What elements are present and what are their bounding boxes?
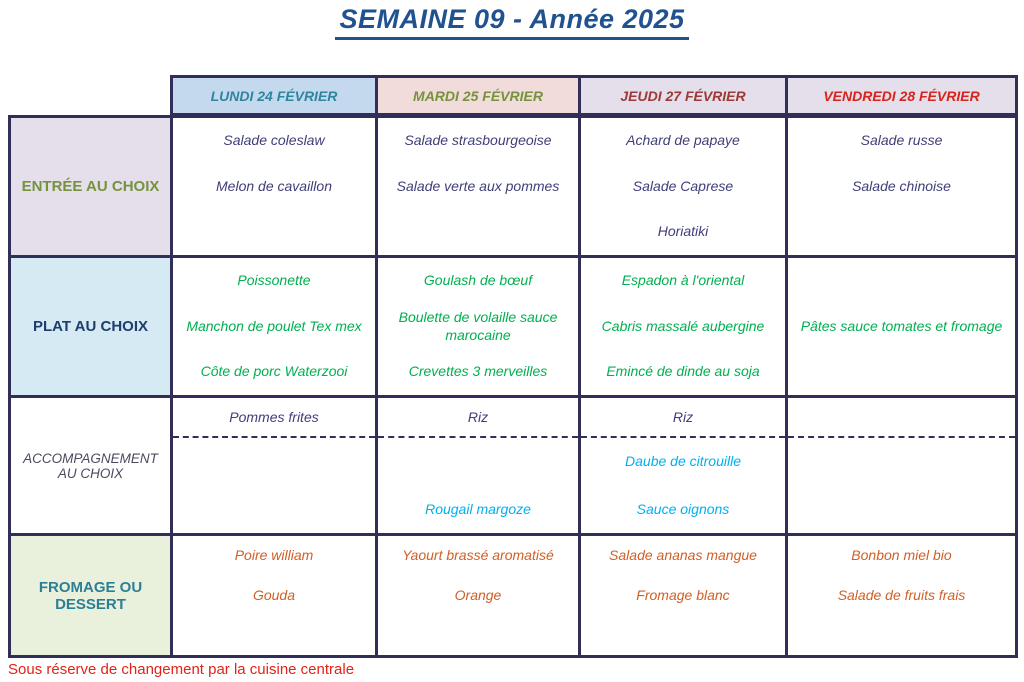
menu-item: Pâtes sauce tomates et fromage <box>800 317 1003 334</box>
menu-item <box>378 209 578 255</box>
menu-item <box>378 438 578 486</box>
menu-item: Melon de cavaillon <box>216 177 332 194</box>
page-title <box>0 4 1024 40</box>
menu-item: Goulash de bœuf <box>423 272 533 289</box>
page-title-text: SEMAINE 09 - Année 2025 <box>335 4 688 40</box>
menu-cell-entree-jeudi <box>578 115 785 255</box>
menu-table <box>8 75 1018 658</box>
menu-item <box>173 486 375 534</box>
menu-cell-plat-jeudi <box>578 255 785 395</box>
menu-cell-dessert-mardi <box>375 533 578 658</box>
menu-item: Sauce oignons <box>636 500 730 517</box>
menu-cell-plat-vendredi <box>785 255 1018 395</box>
menu-cell-dessert-lundi <box>170 533 375 658</box>
menu-item: Côte de porc Waterzooi <box>200 363 348 380</box>
menu-item: Espadon à l'oriental <box>621 272 745 289</box>
menu-cell-accompagnement-jeudi <box>578 395 785 533</box>
menu-item: Crevettes 3 merveilles <box>408 363 548 380</box>
menu-item: Achard de papaye <box>626 132 740 149</box>
col-header-mardi: MARDI 25 FÉVRIER <box>375 75 578 115</box>
menu-cell-accompagnement-vendredi <box>785 395 1018 533</box>
menu-cell-accompagnement-lundi <box>170 395 375 533</box>
col-header-vendredi: VENDREDI 28 FÉVRIER <box>785 75 1018 115</box>
col-header-lundi: LUNDI 24 FÉVRIER <box>170 75 375 115</box>
menu-item: Salade strasbourgeoise <box>404 132 552 149</box>
menu-item: Salade chinoise <box>852 177 951 194</box>
menu-item: Riz <box>378 398 578 438</box>
menu-item <box>788 438 1015 486</box>
row-label-entree: ENTRÉE AU CHOIX <box>8 115 170 255</box>
menu-cell-entree-lundi <box>170 115 375 255</box>
menu-item: Riz <box>581 398 785 438</box>
menu-item: Orange <box>454 586 502 603</box>
menu-item <box>788 615 1015 655</box>
menu-item <box>788 209 1015 255</box>
menu-item: Emincé de dinde au soja <box>606 363 760 380</box>
menu-item: Manchon de poulet Tex mex <box>186 317 362 334</box>
menu-cell-dessert-vendredi <box>785 533 1018 658</box>
menu-item: Horiatiki <box>657 223 709 240</box>
menu-item <box>378 615 578 655</box>
menu-item <box>788 258 1015 304</box>
menu-item: Boulette de volaille sauce marocaine <box>398 309 558 343</box>
menu-item: Salade coleslaw <box>223 132 325 149</box>
menu-item: Gouda <box>252 586 296 603</box>
menu-item <box>581 615 785 655</box>
menu-cell-dessert-jeudi <box>578 533 785 658</box>
menu-item: Daube de citrouille <box>625 453 741 469</box>
menu-item: Bonbon miel bio <box>851 547 952 564</box>
disclaimer-text: Sous réserve de changement par la cuisine centrale <box>8 661 355 678</box>
row-label-fromage-dessert: FROMAGE OU DESSERT <box>8 533 170 658</box>
menu-item: Poissonette <box>237 272 311 289</box>
menu-cell-plat-lundi <box>170 255 375 395</box>
row-label-accompagnement: ACCOMPAGNEMENT AU CHOIX <box>8 395 170 533</box>
menu-item: Pommes frites <box>173 398 375 438</box>
table-corner-spacer <box>8 75 170 115</box>
menu-cell-entree-vendredi <box>785 115 1018 255</box>
menu-cell-entree-mardi <box>375 115 578 255</box>
menu-cell-plat-mardi <box>375 255 578 395</box>
menu-item: Salade verte aux pommes <box>396 177 560 194</box>
menu-item: Poire william <box>234 547 314 564</box>
menu-item <box>788 398 1015 438</box>
menu-item <box>173 615 375 655</box>
menu-cell-accompagnement-mardi <box>375 395 578 533</box>
menu-item: Yaourt brassé aromatisé <box>402 547 554 564</box>
menu-item: Cabris massalé aubergine <box>601 317 765 334</box>
menu-item <box>173 438 375 486</box>
col-header-jeudi: JEUDI 27 FÉVRIER <box>578 75 785 115</box>
menu-item <box>173 209 375 255</box>
menu-item: Salade ananas mangue <box>609 547 757 564</box>
menu-item: Fromage blanc <box>636 586 730 603</box>
menu-item: Rougail margoze <box>425 500 531 517</box>
row-label-plat: PLAT AU CHOIX <box>8 255 170 395</box>
menu-item: Salade russe <box>860 132 943 149</box>
menu-item <box>788 486 1015 534</box>
menu-item: Salade Caprese <box>632 177 734 194</box>
menu-item <box>788 349 1015 395</box>
menu-item: Salade de fruits frais <box>837 586 966 603</box>
